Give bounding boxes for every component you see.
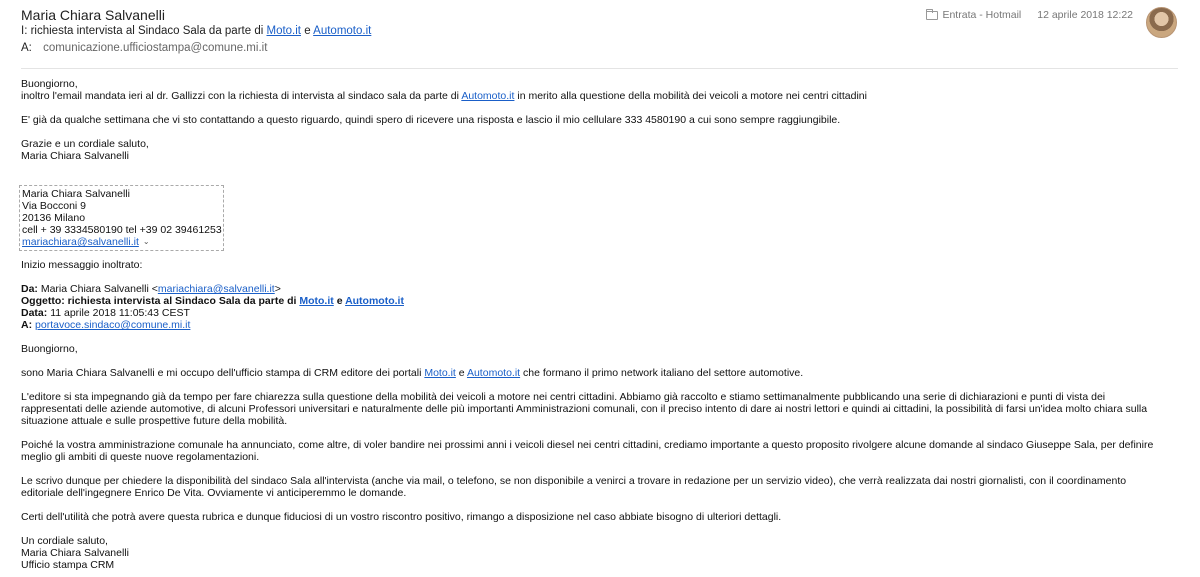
- fwd-p1-link-automoto[interactable]: Automoto.it: [466, 367, 521, 379]
- fwd-from-row: [21, 283, 1166, 295]
- fwd-subject-and: e: [336, 295, 343, 307]
- sign-name: Maria Chiara Salvanelli: [21, 150, 129, 162]
- forward-intro: Inizio messaggio inoltrato:: [21, 259, 143, 271]
- fwd-from-label: Da:: [21, 283, 38, 295]
- fwd-paragraph-5: Certi dell'utilità che potrà avere questa rubrica e dunque fiduciosi di un vostro riscontro positivo, rimango a disposizione nel caso abbiate bisogno di ulteriori dettagli.: [21, 511, 782, 523]
- folder-icon: [926, 11, 938, 20]
- fwd-p1-and: e: [458, 367, 465, 379]
- message-meta: [926, 9, 1133, 21]
- sig-name: Maria Chiara Salvanelli: [22, 188, 130, 200]
- to-label: A:: [21, 42, 32, 54]
- header-divider: [21, 68, 1178, 69]
- fwd-closing: Un cordiale saluto,: [21, 535, 108, 547]
- sig-email-link[interactable]: mariachiara@salvanelli.it: [22, 236, 139, 248]
- fwd-to-row: [21, 319, 1166, 331]
- intro-text-a: inoltro l'email mandata ieri al dr. Gallizzi con la richiesta di intervista al sindaco sala da parte di: [21, 90, 459, 102]
- sig-phones: cell + 39 3334580190 tel +39 02 39461253: [22, 224, 222, 236]
- message-body: [21, 78, 1166, 571]
- intro-line: [21, 90, 1166, 102]
- fwd-to-email[interactable]: portavoce.sindaco@comune.mi.it: [35, 319, 191, 331]
- fwd-subject-text: richiesta intervista al Sindaco Sala da parte di: [67, 295, 297, 307]
- avatar[interactable]: [1146, 7, 1177, 38]
- fwd-paragraph-2: L'editore si sta impegnando già da tempo per fare chiarezza sulla questione della mobilità dei veicoli a motore nei centri cittadini. Abbiamo già raccolto e stiamo settimanalmente pubblicando una serie di dichiarazioni e punti di vista dei rappresentati delle aziende automotive, di alcuni Professori universitari e naturalmente delle più importanti Amministrazioni comunali, con il preciso intento di dare ai nostri lettori e quindi ai cittadini, la possibilità di farsi un'idea molto chiara sulla situazione attuale e sulle prospettive future della mobilità.: [21, 391, 1148, 427]
- intro-text-b: in merito alla questione della mobilità dei veicoli a motore nei centri cittadini: [517, 90, 867, 102]
- subject-text: I: richiesta intervista al Sindaco Sala da parte di: [21, 25, 264, 37]
- message-header: [0, 0, 1200, 68]
- fwd-p1-link-moto[interactable]: Moto.it: [424, 367, 456, 379]
- fwd-date-text: 11 aprile 2018 11:05:43 CEST: [50, 307, 190, 319]
- subject-link-moto[interactable]: Moto.it: [266, 25, 301, 37]
- fwd-from-name: Maria Chiara Salvanelli <: [40, 283, 158, 295]
- subject-link-automoto[interactable]: Automoto.it: [313, 25, 372, 37]
- sig-email-row: [22, 236, 222, 249]
- fwd-greeting: Buongiorno,: [21, 343, 78, 355]
- fwd-subject-link-moto[interactable]: Moto.it: [299, 295, 334, 307]
- fwd-paragraph-3: Poiché la vostra amministrazione comunale ha annunciato, come altre, di voler bandire nei prossimi anni i veicoli diesel nei centri cittadini, crediamo importante a questo proposito rivolgere alcune domande al sindaco Giuseppe Sala, per definire meglio gli ambiti di queste nuove regolamentazioni.: [21, 439, 1154, 463]
- contact-line: E' già da qualche settimana che vi sto contattando a questo riguardo, quindi spero di ricevere una risposta e lascio il mio cellulare 333 4580190 a cui sono sempre raggiungibile.: [21, 114, 841, 126]
- chevron-down-icon[interactable]: ⌄: [142, 237, 150, 246]
- fwd-date-row: [21, 307, 1166, 319]
- sig-street: Via Bocconi 9: [22, 200, 87, 212]
- fwd-subject-row: [21, 295, 1166, 307]
- fwd-paragraph-4: Le scrivo dunque per chiedere la disponibilità del sindaco Sala all'intervista (anche via mail, o telefono, se non disponibile a venirci a trovare in redazione per un servizio video), che verrà realizzata dai nostri giornalisti, con il coordinamento editoriale dell'ingegnere Enrico De Vita. Ovviamente vi anticiperemmo le domande.: [21, 475, 1127, 499]
- sig-city: 20136 Milano: [22, 212, 86, 224]
- to-address[interactable]: comunicazione.ufficiostampa@comune.mi.it: [43, 42, 268, 54]
- message-subject: [21, 25, 371, 37]
- fwd-from-close: >: [274, 283, 281, 295]
- fwd-to-label: A:: [21, 319, 33, 331]
- fwd-date-label: Data:: [21, 307, 48, 319]
- fwd-p1-text-a: sono Maria Chiara Salvanelli e mi occupo dell'ufficio stampa di CRM editore dei portali: [21, 367, 422, 379]
- signature-block[interactable]: [19, 185, 224, 251]
- recipient-row: [21, 42, 267, 54]
- fwd-subject-link-automoto[interactable]: Automoto.it: [345, 295, 404, 307]
- fwd-sign-office: Ufficio stampa CRM: [21, 559, 115, 571]
- subject-and: e: [304, 25, 311, 37]
- fwd-p1-text-b: che formano il primo network italiano del settore automotive.: [523, 367, 804, 379]
- sender-name[interactable]: Maria Chiara Salvanelli: [21, 7, 165, 23]
- mailbox-folder[interactable]: [926, 9, 1021, 21]
- fwd-subject-label: Oggetto:: [21, 295, 65, 307]
- fwd-from-email[interactable]: mariachiara@salvanelli.it: [157, 283, 275, 295]
- intro-link-automoto[interactable]: Automoto.it: [461, 90, 515, 102]
- thanks-line: Grazie e un cordiale saluto,: [21, 138, 149, 150]
- folder-label: Entrata - Hotmail: [942, 9, 1022, 21]
- greeting: Buongiorno,: [21, 78, 78, 90]
- fwd-paragraph-1: [21, 367, 1166, 379]
- message-date: 12 aprile 2018 12:22: [1037, 9, 1133, 21]
- fwd-sign-name: Maria Chiara Salvanelli: [21, 547, 129, 559]
- forwarded-header: [21, 283, 1166, 331]
